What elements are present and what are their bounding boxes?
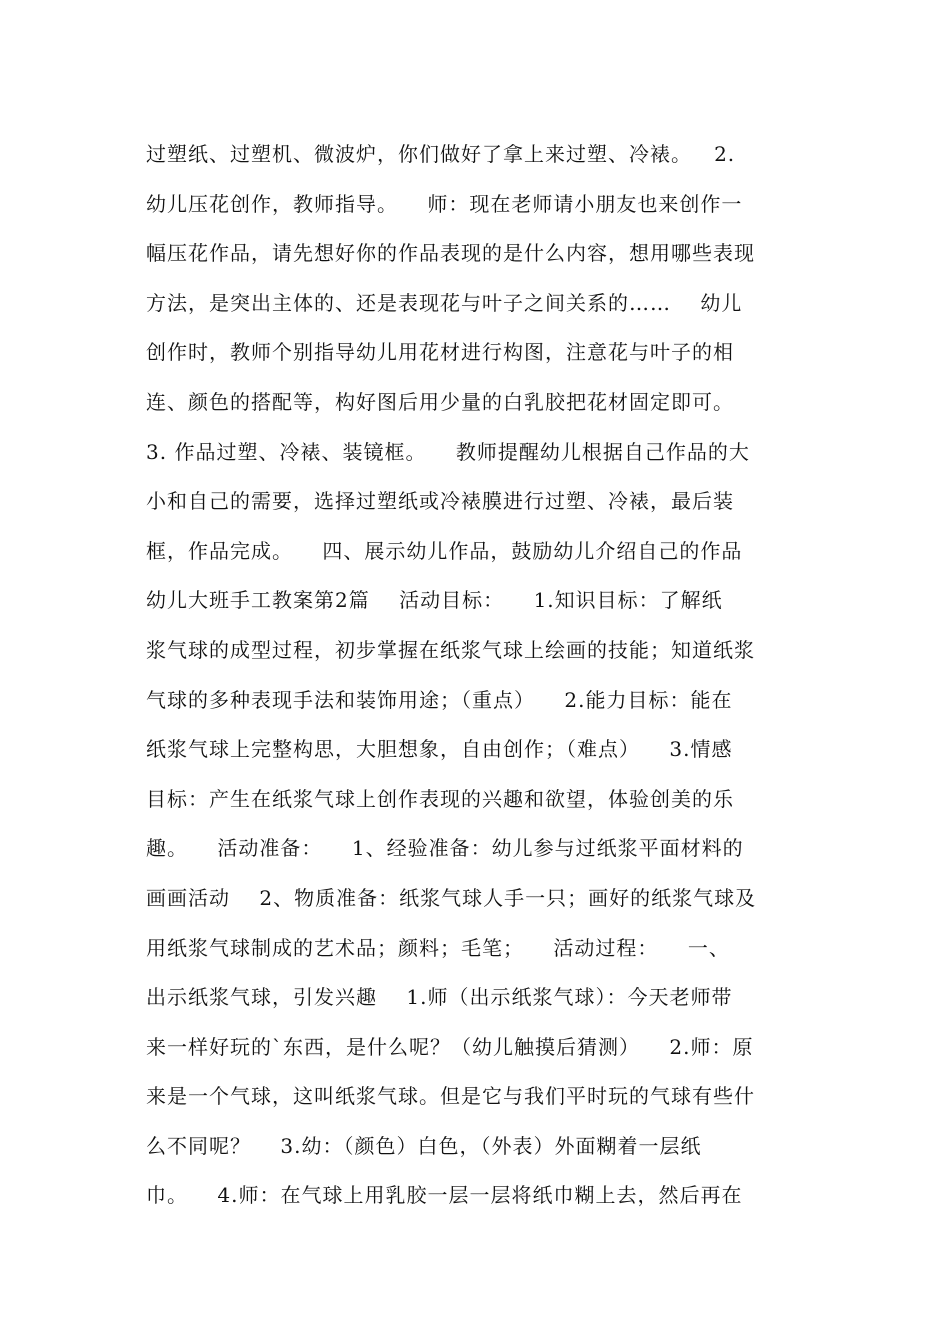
text-line: 用纸浆气球制成的艺术品；颜料；毛笔； 活动过程： 一、 — [146, 935, 730, 960]
text-line: 来一样好玩的`东西，是什么呢？（幼儿触摸后猜测） 2.师：原 — [146, 1034, 754, 1059]
text-line: 么不同呢？ 3.幼：（颜色）白色，（外表）外面糊着一层纸 — [146, 1133, 702, 1158]
text-line: 连、颜色的搭配等，构好图后用少量的白乳胶把花材固定即可。 — [146, 389, 734, 414]
text-line: 气球的多种表现手法和装饰用途；（重点） 2.能力目标：能在 — [146, 687, 733, 712]
text-line: 幼儿大班手工教案第2篇 活动目标： 1.知识目标：了解纸 — [146, 588, 723, 613]
text-line: 画画活动 2、物质准备：纸浆气球人手一只；画好的纸浆气球及 — [146, 885, 757, 910]
text-line: 过塑纸、过塑机、微波炉，你们做好了拿上来过塑、冷裱。 2. — [146, 142, 736, 166]
text-line: 纸浆气球上完整构思，大胆想象，自由创作；（难点） 3.情感 — [146, 737, 733, 762]
text-line: 创作时，教师个别指导幼儿用花材进行构图，注意花与叶子的相 — [146, 340, 734, 365]
text-line: 来是一个气球，这叫纸浆气球。但是它与我们平时玩的气球有些什 — [146, 1084, 755, 1109]
text-line: 框，作品完成。 四、展示幼儿作品，鼓励幼儿介绍自己的作品 — [146, 538, 743, 563]
text-line: 3. 作品过塑、冷裱、装镜框。 教师提醒幼儿根据自己作品的大 — [146, 439, 750, 464]
text-line: 出示纸浆气球，引发兴趣 1.师（出示纸浆气球）：今天老师带 — [146, 985, 733, 1010]
text-line: 幅压花作品，请先想好你的作品表现的是什么内容，想用哪些表现 — [146, 241, 755, 266]
text-line: 方法，是突出主体的、还是表现花与叶子之间关系的…… 幼儿 — [146, 290, 743, 315]
text-line: 幼儿压花创作，教师指导。 师：现在老师请小朋友也来创作一 — [146, 191, 743, 216]
text-line: 小和自己的需要，选择过塑纸或冷裱膜进行过塑、冷裱，最后装 — [146, 489, 734, 514]
body-text — [146, 130, 814, 1221]
text-line: 巾。 4.师：在气球上用乳胶一层一层将纸巾糊上去，然后再在 — [146, 1183, 743, 1208]
text-line: 目标：产生在纸浆气球上创作表现的兴趣和欲望，体验创美的乐 — [146, 786, 734, 811]
text-line: 趣。 活动准备： 1、经验准备：幼儿参与过纸浆平面材料的 — [146, 836, 744, 861]
text-line: 浆气球的成型过程，初步掌握在纸浆气球上绘画的技能；知道纸浆 — [146, 637, 755, 662]
